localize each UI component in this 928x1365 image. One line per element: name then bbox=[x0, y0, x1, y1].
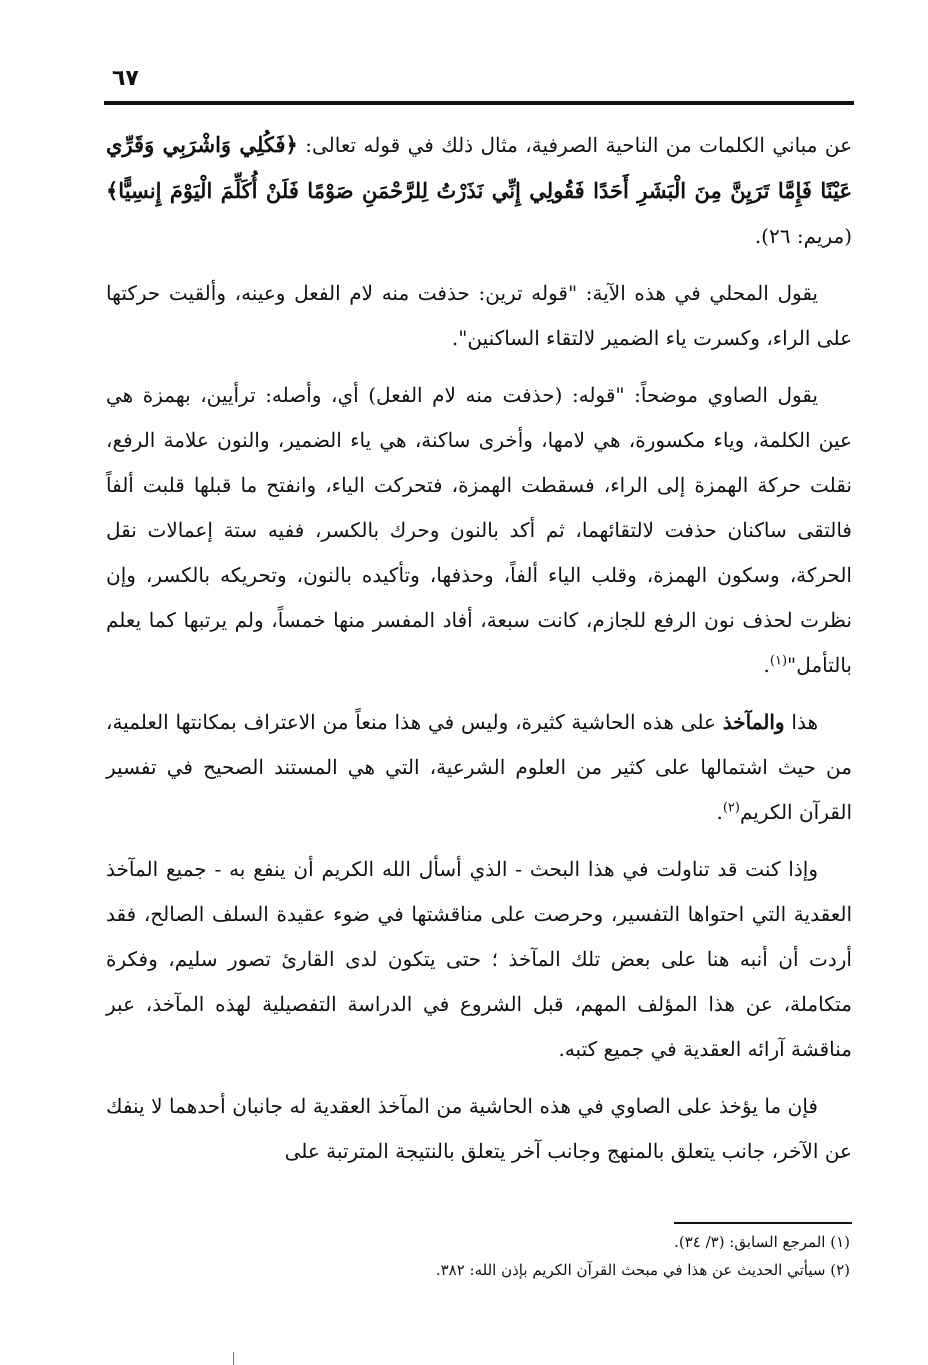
paragraph-5: وإذا كنت قد تناولت في هذا البحث - الذي أسأل الله الكريم أن ينفع به - جميع المآخذ العقدية التي احتواها التفسير، وحرصت على مناقشتها في ضوء عقيدة السلف الصالح، فقد أردت أن أنبه هنا على بعض تلك المآخذ ؛ حتى يتكون لدى القارئ تصور سليم، وفكرة متكاملة، عن هذا المؤلف المهم، قبل الشروع في الدراسة التفصيلية لهذه المآخذ، عبر مناقشة آرائه العقدية في جميع كتبه. bbox=[106, 857, 852, 1061]
footnote-separator bbox=[674, 1222, 852, 1224]
paragraph-4-text: على هذه الحاشية كثيرة، وليس في هذا منعاً من الاعتراف بمكانتها العلمية، من حيث اشتمالها على كثير من العلوم الشرعية، التي هي المستند الصحيح في تفسير القرآن الكريم bbox=[106, 710, 852, 824]
body-text bbox=[106, 122, 852, 1186]
scan-artifact bbox=[233, 1352, 234, 1365]
footnote-ref-2: (٢) bbox=[722, 800, 740, 816]
paragraph-1-intro: عن مباني الكلمات من الناحية الصرفية، مثال ذلك في قوله تعالى: bbox=[297, 133, 853, 157]
paragraph-4-bold-term: والمآخذ bbox=[722, 710, 785, 734]
footnotes bbox=[120, 1228, 850, 1284]
paragraph-4-end: . bbox=[716, 800, 723, 824]
paragraph-4-lead: هذا bbox=[784, 710, 818, 734]
paragraph-4 bbox=[106, 700, 852, 835]
paragraph-1 bbox=[106, 122, 852, 259]
quran-verse: ﴿فَكُلِي وَاشْرَبِي وَقَرِّي عَيْنًا فَإِمَّا تَرَيِنَّ مِنَ الْبَشَرِ أَحَدًا فَقُولِي إِنِّي نَذَرْتُ لِلرَّحْمَنِ صَوْمًا فَلَنْ أُكَلِّمَ الْيَوْمَ إِنسِيًّا﴾ bbox=[106, 132, 852, 203]
footnote-2: (٢) سيأتي الحديث عن هذا في مبحث القرآن الكريم بإذن الله: ٣٨٢. bbox=[435, 1261, 850, 1279]
page-number: ٦٧ bbox=[112, 66, 139, 91]
paragraph-6: فإن ما يؤخذ على الصاوي في هذه الحاشية من المآخذ العقدية له جانبان أحدهما لا ينفك عن الآخر، جانب يتعلق بالمنهج وجانب آخر يتعلق بالنتيجة المترتبة على bbox=[106, 1094, 852, 1163]
paragraph-3-end: . bbox=[763, 653, 770, 677]
footnote-1: (١) المرجع السابق: (٣/ ٣٤). bbox=[674, 1233, 850, 1251]
paragraph-3 bbox=[106, 373, 852, 688]
quran-citation: (مريم: ٢٦). bbox=[754, 224, 852, 248]
paragraph-3-text: يقول الصاوي موضحاً: "قوله: (حذفت منه لام الفعل) أي، وأصله: ترأيين، بهمزة هي عين الكلمة، وياء مكسورة، هي لامها، وأخرى ساكنة، هي ياء الضمير، والنون علامة الرفع، نقلت حركة الهمزة إلى الراء، فسقطت الهمزة، فتحركت الياء، وانفتح ما قبلها قلبت ألفاً فالتقى ساكنان حذفت لالتقائهما، ثم أكد بالنون وحرك بالكسر، ففيه ستة إعمالات نقل الحركة، وسكون الهمزة، وقلب الياء ألفاً، وحذفها، وتأكيده بالنون، وتحريكه بالكسر، وإن نظرت لحذف نون الرفع للجازم، كانت سبعة، أفاد المفسر منها خمساً، ولم يرتبها كما يعلم بالتأمل" bbox=[106, 383, 852, 677]
footnote-ref-1: (١) bbox=[769, 653, 788, 669]
paragraph-2: يقول المحلي في هذه الآية: "قوله ترين: حذفت منه لام الفعل وعينه، وألقيت حركتها على الراء، وكسرت ياء الضمير لالتقاء الساكنين". bbox=[106, 281, 852, 350]
header-rule bbox=[104, 101, 854, 105]
